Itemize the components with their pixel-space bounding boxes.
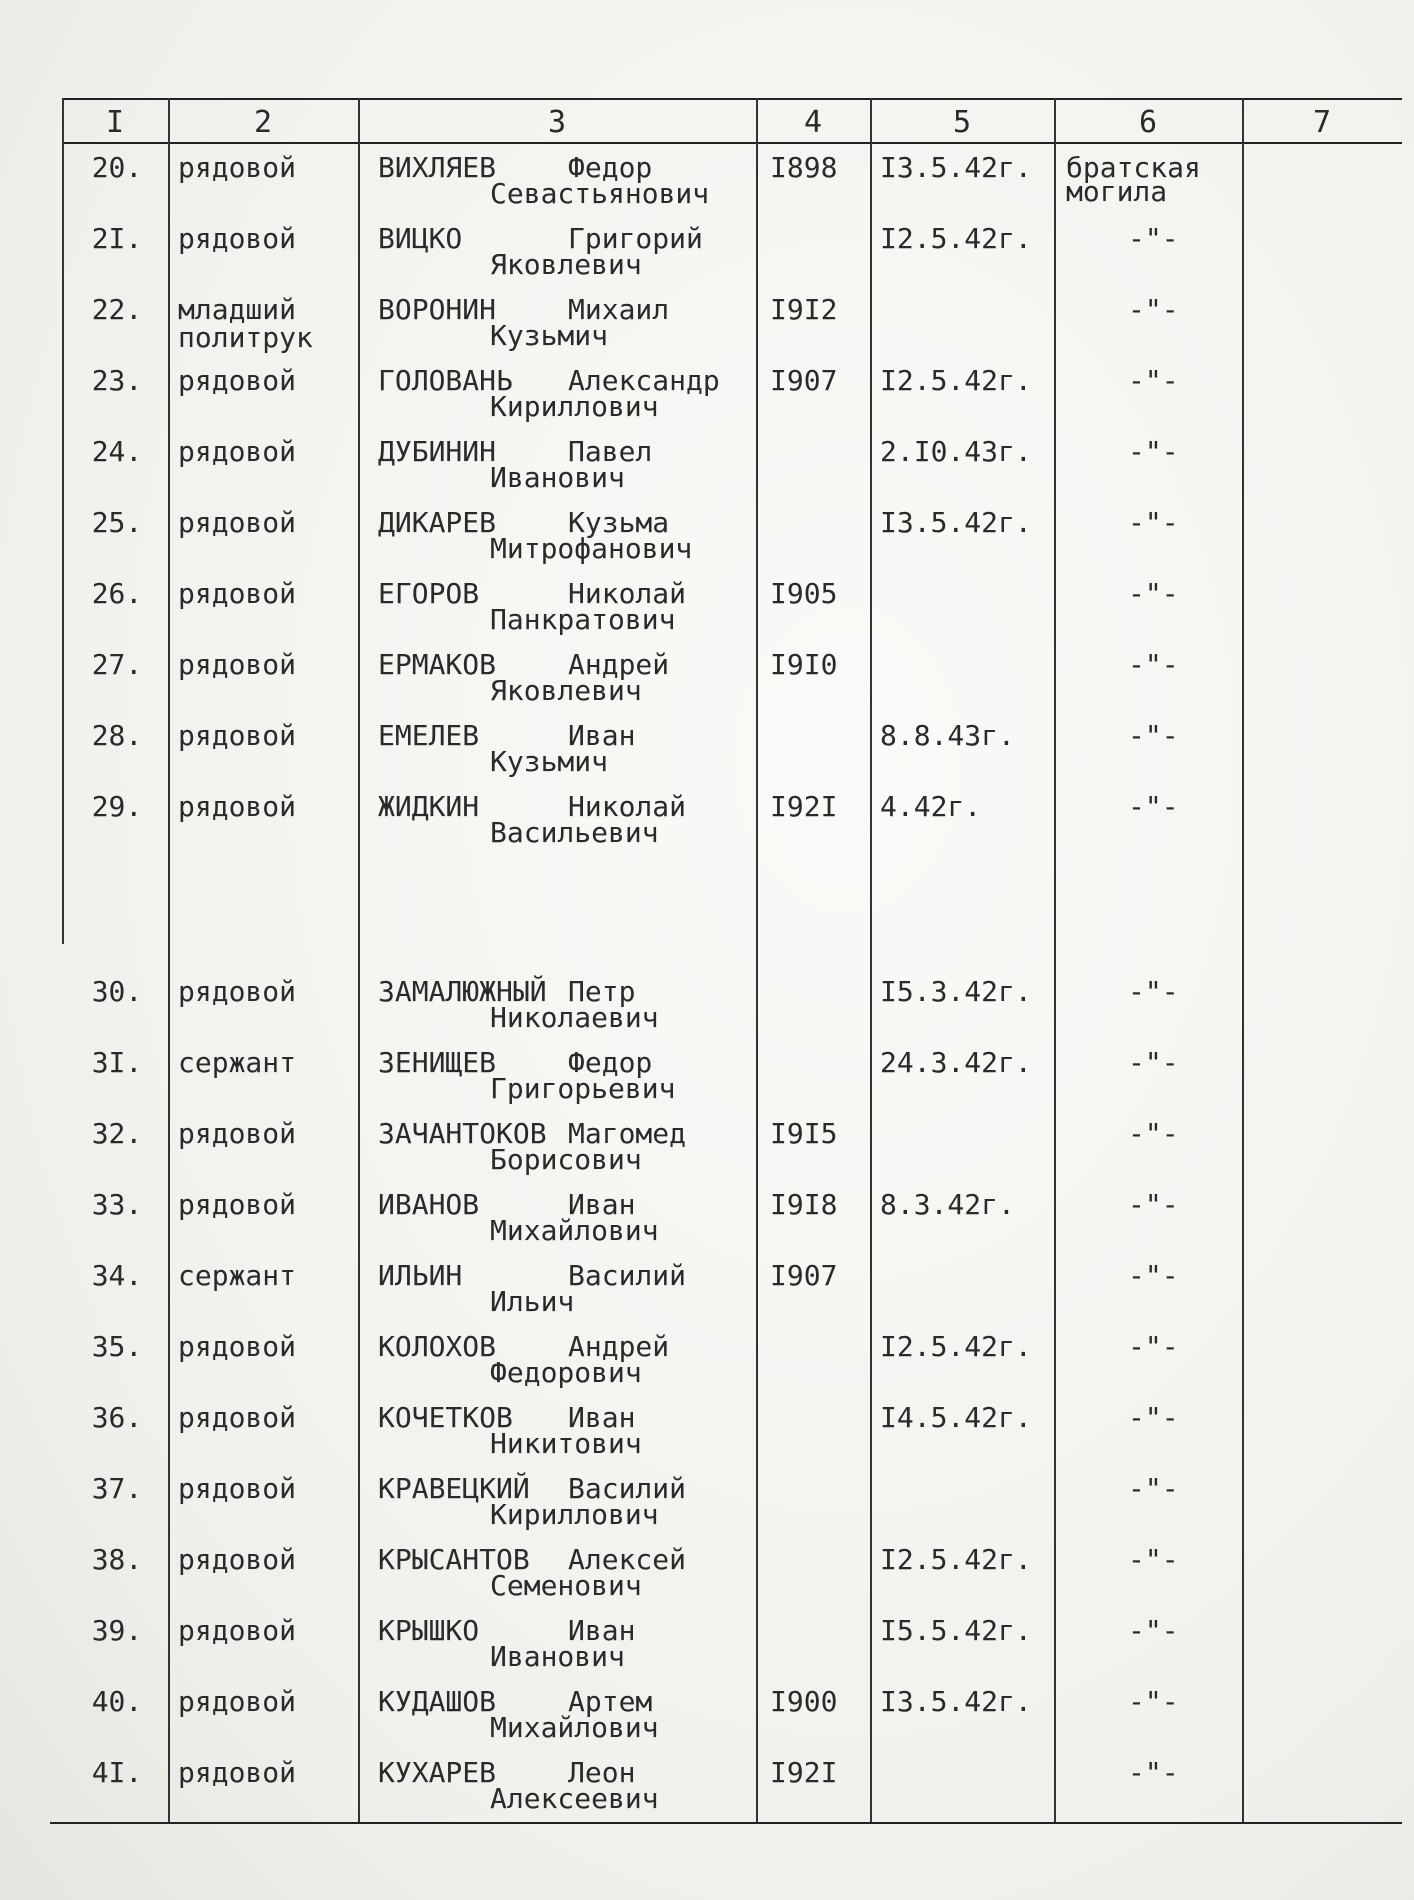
surname: КУХАРЕВ	[378, 1756, 497, 1789]
table-row	[0, 1256, 1414, 1328]
birth-year: I9I8	[770, 1188, 838, 1221]
first-name: Иван	[568, 1401, 636, 1434]
surname: ВОРОНИН	[378, 293, 497, 326]
column-header-2: 2	[253, 105, 273, 140]
birth-year: I907	[770, 364, 838, 397]
birth-year: I92I	[770, 790, 838, 823]
surname: ЕМЕЛЕВ	[378, 719, 480, 752]
ditto-mark: -"-	[1128, 648, 1179, 681]
rank: рядовой	[178, 648, 297, 681]
patronymic: Кириллович	[490, 1498, 659, 1531]
rank: рядовой	[178, 364, 297, 397]
table-row	[0, 219, 1414, 291]
table-row	[0, 1043, 1414, 1115]
table-row	[0, 1753, 1414, 1825]
rank: сержант	[178, 1046, 297, 1079]
birth-year: I900	[770, 1685, 838, 1718]
first-name: Алексей	[568, 1543, 687, 1576]
row-number: 33.	[91, 1188, 143, 1221]
surname: КРЫШКО	[378, 1614, 480, 1647]
patronymic: Севастьянович	[490, 177, 710, 210]
rank: рядовой	[178, 975, 297, 1008]
row-number: 25.	[91, 506, 143, 539]
patronymic: Яковлевич	[490, 674, 642, 707]
first-name: Александр	[568, 364, 720, 397]
table-row	[0, 503, 1414, 575]
rank: рядовой	[178, 435, 297, 468]
patronymic: Васильевич	[490, 816, 659, 849]
ditto-mark: -"-	[1128, 1756, 1179, 1789]
patronymic: Иванович	[490, 1640, 625, 1673]
row-number: 22.	[91, 293, 143, 326]
column-header-4: 4	[803, 105, 823, 140]
ditto-mark: -"-	[1128, 506, 1179, 539]
ditto-mark: -"-	[1128, 222, 1179, 255]
death-date: I2.5.42г.	[880, 1330, 1032, 1363]
rank: рядовой	[178, 1685, 297, 1718]
rank: рядовой	[178, 1401, 297, 1434]
surname: ИВАНОВ	[378, 1188, 480, 1221]
surname: КУДАШОВ	[378, 1685, 497, 1718]
ditto-mark: -"-	[1128, 435, 1179, 468]
column-header-7: 7	[1312, 105, 1332, 140]
table-row	[0, 787, 1414, 859]
rank-continued: политрук	[178, 321, 313, 354]
ditto-mark: -"-	[1128, 364, 1179, 397]
surname: ЗЕНИЩЕВ	[378, 1046, 497, 1079]
patronymic: Григорьевич	[490, 1072, 676, 1105]
column-header-5: 5	[952, 105, 972, 140]
surname: ЕРМАКОВ	[378, 648, 497, 681]
table-top-rule	[62, 98, 1402, 100]
first-name: Николай	[568, 790, 687, 823]
surname: ЗАЧАНТОКОВ	[378, 1117, 547, 1150]
table-row	[0, 645, 1414, 717]
table-row	[0, 432, 1414, 504]
surname: ВИХЛЯЕВ	[378, 151, 497, 184]
rank: рядовой	[178, 222, 297, 255]
row-number: 39.	[91, 1614, 143, 1647]
rank: рядовой	[178, 1472, 297, 1505]
first-name: Артем	[568, 1685, 653, 1718]
death-date: I5.5.42г.	[880, 1614, 1032, 1647]
surname: ДИКАРЕВ	[378, 506, 497, 539]
birth-year: I905	[770, 577, 838, 610]
rank: рядовой	[178, 577, 297, 610]
table-row	[0, 1540, 1414, 1612]
row-number: 37.	[91, 1472, 143, 1505]
table-row	[0, 716, 1414, 788]
rank: рядовой	[178, 1330, 297, 1363]
row-number: 34.	[91, 1259, 143, 1292]
first-name: Андрей	[568, 1330, 670, 1363]
death-date: I3.5.42г.	[880, 506, 1032, 539]
surname: КРАВЕЦКИЙ	[378, 1472, 530, 1505]
birth-year: I898	[770, 151, 838, 184]
patronymic: Яковлевич	[490, 248, 642, 281]
row-number: 36.	[91, 1401, 143, 1434]
row-number: 27.	[91, 648, 143, 681]
rank: сержант	[178, 1259, 297, 1292]
ditto-mark: -"-	[1128, 293, 1179, 326]
row-number: 20.	[91, 151, 143, 184]
ditto-mark: -"-	[1128, 1330, 1179, 1363]
surname: КОЛОХОВ	[378, 1330, 497, 1363]
patronymic: Михайлович	[490, 1711, 659, 1744]
surname: КРЫСАНТОВ	[378, 1543, 530, 1576]
column-header-1: I	[105, 105, 125, 140]
ditto-mark: -"-	[1128, 1259, 1179, 1292]
death-date: 2.I0.43г.	[880, 435, 1032, 468]
patronymic: Иванович	[490, 461, 625, 494]
death-date: I3.5.42г.	[880, 151, 1032, 184]
patronymic: Панкратович	[490, 603, 676, 636]
surname: ЖИДКИН	[378, 790, 480, 823]
ditto-mark: -"-	[1128, 1472, 1179, 1505]
rank: рядовой	[178, 790, 297, 823]
surname: ГОЛОВАНЬ	[378, 364, 513, 397]
death-date: I2.5.42г.	[880, 222, 1032, 255]
death-date: 8.3.42г.	[880, 1188, 1015, 1221]
row-number: 30.	[91, 975, 143, 1008]
row-number: 28.	[91, 719, 143, 752]
first-name: Василий	[568, 1259, 687, 1292]
burial-place-continued: могила	[1066, 175, 1168, 208]
table-row	[0, 1469, 1414, 1541]
birth-year: I92I	[770, 1756, 838, 1789]
first-name: Магомед	[568, 1117, 687, 1150]
surname: ДУБИНИН	[378, 435, 497, 468]
table-row	[0, 361, 1414, 433]
table-row	[0, 1327, 1414, 1399]
table-row	[0, 972, 1414, 1044]
patronymic: Семенович	[490, 1569, 642, 1602]
death-date: I3.5.42г.	[880, 1685, 1032, 1718]
birth-year: I9I5	[770, 1117, 838, 1150]
birth-year: I9I2	[770, 293, 838, 326]
column-header-6: 6	[1138, 105, 1158, 140]
death-date: I5.3.42г.	[880, 975, 1032, 1008]
table-row	[0, 1682, 1414, 1754]
row-number: 35.	[91, 1330, 143, 1363]
row-number: 29.	[91, 790, 143, 823]
rank: рядовой	[178, 1188, 297, 1221]
row-number: 38.	[91, 1543, 143, 1576]
table-row	[0, 1611, 1414, 1683]
patronymic: Федорович	[490, 1356, 642, 1389]
rank: рядовой	[178, 1614, 297, 1647]
surname: ЕГОРОВ	[378, 577, 480, 610]
row-number: 32.	[91, 1117, 143, 1150]
patronymic: Митрофанович	[490, 532, 693, 565]
rank: рядовой	[178, 1117, 297, 1150]
ditto-mark: -"-	[1128, 1401, 1179, 1434]
table-row	[0, 574, 1414, 646]
first-name: Григорий	[568, 222, 703, 255]
first-name: Иван	[568, 719, 636, 752]
patronymic: Алексеевич	[490, 1782, 659, 1815]
table-row	[0, 148, 1414, 220]
first-name: Иван	[568, 1188, 636, 1221]
header-bottom-rule	[62, 142, 1402, 144]
ditto-mark: -"-	[1128, 1614, 1179, 1647]
surname: ИЛЬИН	[378, 1259, 463, 1292]
rank: рядовой	[178, 151, 297, 184]
ditto-mark: -"-	[1128, 1188, 1179, 1221]
table-row	[0, 1114, 1414, 1186]
row-number: 2I.	[91, 222, 143, 255]
surname: КОЧЕТКОВ	[378, 1401, 513, 1434]
death-date: I4.5.42г.	[880, 1401, 1032, 1434]
first-name: Василий	[568, 1472, 687, 1505]
column-header-3: 3	[547, 105, 567, 140]
first-name: Иван	[568, 1614, 636, 1647]
row-number: 26.	[91, 577, 143, 610]
death-date: 24.3.42г.	[880, 1046, 1032, 1079]
table-row	[0, 1185, 1414, 1257]
first-name: Михаил	[568, 293, 670, 326]
death-date: 8.8.43г.	[880, 719, 1015, 752]
ditto-mark: -"-	[1128, 577, 1179, 610]
ditto-mark: -"-	[1128, 1117, 1179, 1150]
ditto-mark: -"-	[1128, 1685, 1179, 1718]
first-name: Петр	[568, 975, 636, 1008]
table-row	[0, 1398, 1414, 1470]
surname: ВИЦКО	[378, 222, 463, 255]
row-number: 40.	[91, 1685, 143, 1718]
rank: рядовой	[178, 719, 297, 752]
ditto-mark: -"-	[1128, 1046, 1179, 1079]
rank: младший	[178, 293, 297, 326]
rank: рядовой	[178, 1756, 297, 1789]
birth-year: I9I0	[770, 648, 838, 681]
first-name: Леон	[568, 1756, 636, 1789]
table-row	[0, 290, 1414, 362]
ditto-mark: -"-	[1128, 975, 1179, 1008]
patronymic: Никитович	[490, 1427, 642, 1460]
first-name: Федор	[568, 151, 653, 184]
patronymic: Кузьмич	[490, 319, 609, 352]
surname: ЗАМАЛЮЖНЫЙ	[378, 975, 547, 1008]
patronymic: Кузьмич	[490, 745, 609, 778]
burial-place: братская	[1066, 151, 1201, 184]
patronymic: Кириллович	[490, 390, 659, 423]
death-date: I2.5.42г.	[880, 364, 1032, 397]
row-number: 4I.	[91, 1756, 143, 1789]
death-date: 4.42г.	[880, 790, 982, 823]
first-name: Андрей	[568, 648, 670, 681]
death-date: I2.5.42г.	[880, 1543, 1032, 1576]
birth-year: I907	[770, 1259, 838, 1292]
row-number: 24.	[91, 435, 143, 468]
rank: рядовой	[178, 1543, 297, 1576]
ditto-mark: -"-	[1128, 790, 1179, 823]
patronymic: Ильич	[490, 1285, 575, 1318]
row-number: 3I.	[91, 1046, 143, 1079]
first-name: Павел	[568, 435, 653, 468]
patronymic: Николаевич	[490, 1001, 659, 1034]
ditto-mark: -"-	[1128, 1543, 1179, 1576]
first-name: Николай	[568, 577, 687, 610]
row-number: 23.	[91, 364, 143, 397]
first-name: Федор	[568, 1046, 653, 1079]
first-name: Кузьма	[568, 506, 670, 539]
patronymic: Борисович	[490, 1143, 642, 1176]
ditto-mark: -"-	[1128, 719, 1179, 752]
rank: рядовой	[178, 506, 297, 539]
patronymic: Михайлович	[490, 1214, 659, 1247]
